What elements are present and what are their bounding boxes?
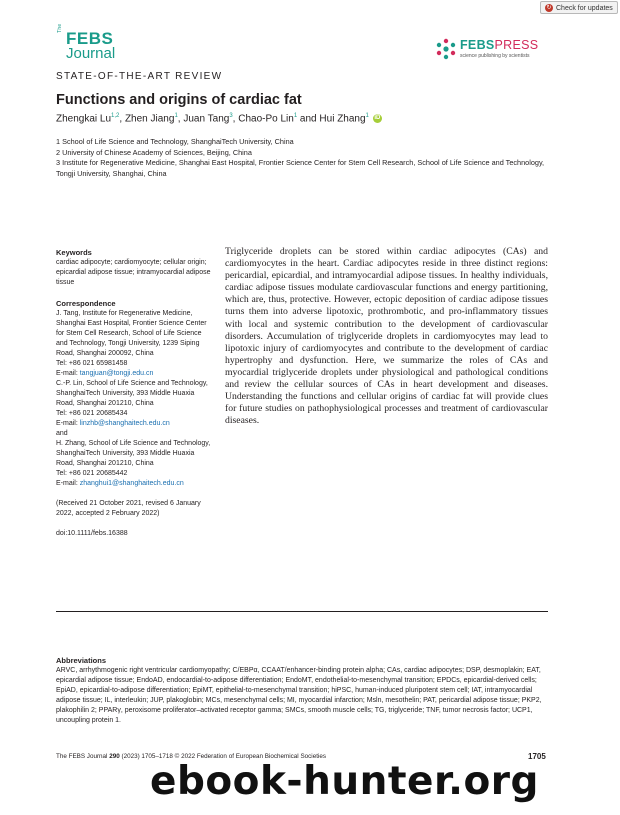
author-affil-sup: 1 xyxy=(174,113,178,119)
author-name: Hui Zhang xyxy=(319,113,366,125)
section-label: STATE-OF-THE-ART REVIEW xyxy=(56,71,223,82)
author-affil-sup: 1 xyxy=(365,113,369,119)
watermark: ebook-hunter.org xyxy=(150,759,539,804)
email-link[interactable]: tangjuan@tongji.edu.cn xyxy=(79,370,154,377)
footer-copyright: (2023) 1705–1718 © 2022 Federation of European Biochemical Societies xyxy=(119,753,326,760)
correspondence-lin: C.-P. Lin, School of Life Science and Technology, ShanghaiTech University, 393 Middle Huaxia Road, Shanghai 201210, China xyxy=(56,380,208,407)
press-tagline: science publishing by scientists xyxy=(460,53,530,59)
correspondence-zhang-email xyxy=(56,479,211,489)
email-label: E-mail: xyxy=(56,370,80,377)
email-link[interactable]: zhanghui1@shanghaitech.edu.cn xyxy=(79,480,184,487)
febs-press-icon xyxy=(434,37,458,61)
abbreviations-heading: Abbreviations xyxy=(56,656,107,665)
correspondence-lin-tel: Tel: +86 021 20685434 xyxy=(56,410,128,417)
article-sidebar xyxy=(56,248,211,539)
keywords-heading: Keywords xyxy=(56,248,92,257)
correspondence-tang-email xyxy=(56,369,211,379)
check-for-updates-button[interactable] xyxy=(540,1,618,14)
orcid-icon[interactable]: iD xyxy=(374,115,381,122)
received-dates: (Received 21 October 2021, revised 6 January 2022, accepted 2 February 2022) xyxy=(56,500,201,517)
press-name-b: PRESS xyxy=(494,38,539,52)
email-label: E-mail: xyxy=(56,480,80,487)
logo-the: The xyxy=(57,23,63,33)
update-icon: ↻ xyxy=(546,5,552,12)
correspondence-zhang-tel: Tel: +86 021 20685442 xyxy=(56,470,128,477)
page-number: 1705 xyxy=(528,752,546,761)
author-affil-sup: 1,2 xyxy=(111,113,120,119)
abstract: Triglyceride droplets can be stored within cardiac adipocytes (CAs) and cardiomyocytes in the heart. Cardiac adipocytes reside in three distinct regions: pericardial, epicardial, and intramyocardial adipose tissues. In healthy individuals, cardiac adipose tissues modulate cardiovascular functions and energy partitioning, which are, thus, protective. However, ectopic deposition of cardiac adipose tissues turns them into adverse lipotoxic, prothrombotic, and pro-inflammatory tissues with local and systemic contribution to the development of cardiovascular disorders. Accumulation of triglyceride droplets in cardiomyocytes may lead to lipotoxic injury of cardiomyocytes and contribute to the development of cardiac hypertrophy and dysfunction. Here, we summarize the roles of CAs and myocardial triglyceride droplets under physiological and pathological conditions and review the cellular sources of CAs in heart development and diseases. Understanding the functions and cellular origins of cardiac fat will provide clues for future studies on pathophysiological processes and treatment of cardiovascular diseases. xyxy=(225,246,548,427)
check-for-updates-label: Check for updates xyxy=(556,5,613,12)
doi[interactable]: doi:10.1111/febs.16388 xyxy=(56,530,128,537)
author-list: Zhengkai Lu$^{1,2}$, Zhen Jiang$^1$, Juan Tang$^3$, Chao-Po Lin$^1$ and Hui Zhang$^1$ iD xyxy=(56,113,381,125)
correspondence-heading: Correspondence xyxy=(56,299,116,308)
section-divider xyxy=(56,611,548,612)
affiliation-2: 2 University of Chinese Academy of Sciences, Beijing, China xyxy=(56,148,252,157)
author-name: Juan Tang xyxy=(183,113,230,125)
correspondence-zhang: H. Zhang, School of Life Science and Technology, ShanghaiTech University, 393 Middle Huaxia Road, Shanghai 201210, China xyxy=(56,440,211,467)
press-name-a: FEBS xyxy=(460,38,495,52)
author-affil-sup: 1 xyxy=(293,113,298,119)
footer-volume: 290 xyxy=(109,753,120,760)
correspondence-and: and xyxy=(56,430,68,437)
abbreviations xyxy=(56,656,548,726)
article-title: Functions and origins of cardiac fat xyxy=(56,92,302,108)
email-label: E-mail: xyxy=(56,420,80,427)
keywords-text: cardiac adipocyte; cardiomyocyte; cellular origin; epicardial adipose tissue; intramyocardial adipose tissue xyxy=(56,259,211,286)
author-affil-sup: 3 xyxy=(229,113,233,119)
footer-journal: The FEBS Journal xyxy=(56,753,110,760)
affiliation-1: 1 School of Life Science and Technology, ShanghaiTech University, China xyxy=(56,137,294,146)
author-name: Zhen Jiang xyxy=(124,113,175,125)
febs-press-name xyxy=(460,38,538,52)
logo-febs: FEBS xyxy=(66,29,114,48)
email-link[interactable]: linzhb@shanghaitech.edu.cn xyxy=(79,420,170,427)
affiliation-3: 3 Institute for Regenerative Medicine, Shanghai East Hospital, Frontier Science Center for Stem Cell Research, School of Life Science and Technology, Tongji University, Shanghai, China xyxy=(56,158,545,178)
correspondence-tang-tel: Tel: +86 021 65981458 xyxy=(56,360,128,367)
abbreviations-text: ARVC, arrhythmogenic right ventricular cardiomyopathy; C/EBPα, CCAAT/enhancer-binding protein alpha; CAs, cardiac adipocytes; DSP, desmoplakin; EAT, epicardial adipose tissue; EndoAD, endocardial-to-adipose differentiation; EndoMT, endothelial-to-mesenchymal transition; EPDCs, epicardial-derived cells; EpiAD, epicardial-to-adipose differentiation; EpiMT, epithelial-to-mesenchymal transition; hiPSC, human-induced pluripotent stem cell; IAT, intramyocardial adipose tissue; IL, interleukin; JUP, plakoglobin; MCs, mesenchymal cells; MI, myocardial infarction; Msln, mesothelin; PAT, pericardial adipose tissue; PKP2, plakophilin 2; PPARγ, peroxisome proliferator–activated receptor gamma; SMCs, smooth muscle cells; TG, triglyceride; TNF, tumor necrosis factor; UCP1, uncoupling protein 1. xyxy=(56,667,542,724)
logo-journal: Journal xyxy=(66,45,116,62)
author-name: Zhengkai Lu xyxy=(56,113,112,125)
correspondence-lin-email xyxy=(56,419,211,429)
correspondence-tang: J. Tang, Institute for Regenerative Medicine, Shanghai East Hospital, Frontier Science Center for Stem Cell Research, School of Life Science and Technology, Tongji University, 1239 Siping Road, Shanghai 200092, China xyxy=(56,310,207,357)
author-name: Chao-Po Lin xyxy=(238,113,294,125)
